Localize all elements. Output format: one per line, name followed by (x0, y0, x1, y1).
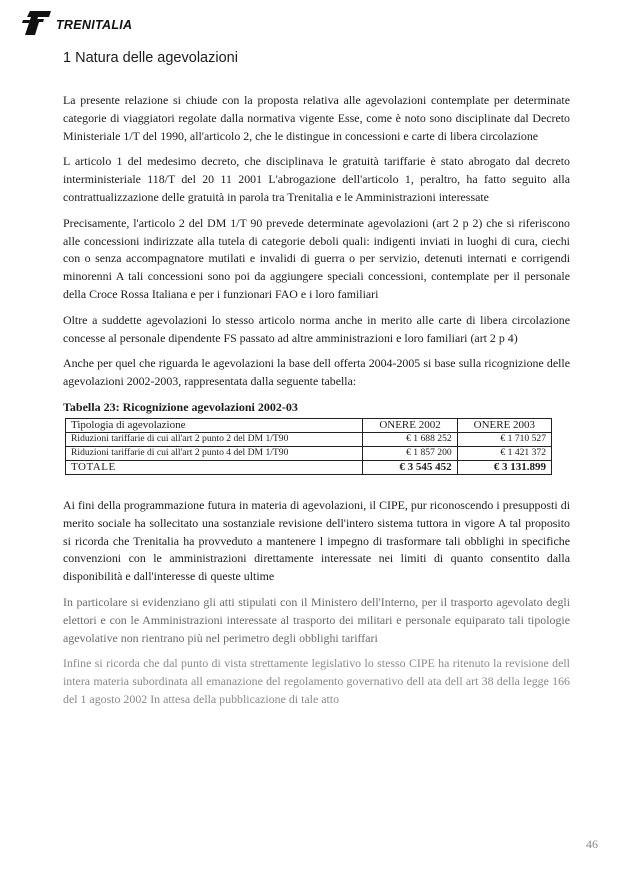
table-total-row (66, 460, 552, 474)
table-total-label: TOTALE (66, 460, 363, 474)
table-row (66, 432, 552, 446)
paragraph-agreements: In particolare si evidenziano gli atti stipulati con il Ministero dell'Interno, per il trasporto agevolato degli elettori e con le Amministrazioni interessate al trasporto dei militari e personale equiparato tali tipologie agevolative non rientrano più nel perimetro degli obblighi tariffari (63, 594, 570, 645)
table-cell-2003: € 1 710 527 (457, 432, 551, 446)
document-body (63, 92, 570, 717)
paragraph-article-1: L articolo 1 del medesimo decreto, che disciplinava le gratuità tariffarie è stato abrogato dal decreto interministeriale 118/T del 20 11 2001 L'abrogazione dell'articolo 1, peraltro, ha fatto seguito alla contrattualizzazione delle gratuità in parola tra Trenitalia e le Amministrazioni interessate (63, 154, 570, 204)
table-title: Tabella 23: Ricognizione agevolazioni 2002-03 (63, 399, 298, 414)
paragraph-offer-basis: Anche per quel che riguarda le agevolazioni la base dell offerta 2004-2005 si base sulla ricognizione delle agevolazioni 2002-2003, rappresentata dalla seguente tabella: (63, 356, 570, 389)
table-cell-type: Riduzioni tariffarie di cui all'art 2 punto 4 del DM 1/T90 (66, 446, 363, 460)
table-header-2003: ONERE 2003 (457, 418, 551, 432)
table-cell-2003: € 1 421 372 (457, 446, 551, 460)
paragraph-article-2: Precisamente, l'articolo 2 del DM 1/T 90 prevede determinate agevolazioni (art 2 p 2) che si riferiscono alle concessioni indirizzate alla tutela di categorie deboli quali: indigenti inviati in luoghi di cura, ciechi con o senza accompagnatore mutilati e invalidi di guerra o per servizio, detenuti internati e corrigendi minorenni A tali concessioni sono poi da aggiungere speciali concessioni, contemplate per il personale della Croce Rossa Italiana e per i funzionari FAO e i loro familiari (63, 215, 570, 301)
table-header-row (66, 418, 552, 432)
table-header-2002: ONERE 2002 (363, 418, 457, 432)
table-row (66, 446, 552, 460)
table-total-2003: € 3 131.899 (457, 460, 551, 474)
page-number: 46 (586, 837, 598, 851)
section-title: 1 Natura delle agevolazioni (63, 50, 238, 66)
paragraph-intro: La presente relazione si chiude con la proposta relativa alle agevolazioni contemplate per determinate categorie di viaggiatori regolate dalla normativa vigente Esse, come è noto sono disciplinate dal Decreto Ministeriale 1/T del 1990, all'articolo 2, che le distingue in concessioni e carte di libera circolazione (63, 93, 570, 143)
table-header-type: Tipologia di agevolazione (66, 418, 363, 432)
table-total-2002: € 3 545 452 (363, 460, 457, 474)
paragraph-legislation: Infine si ricorda che dal punto di vista strettamente legislativo lo stesso CIPE ha ritenuto la revisione dell intera materia subordinata all emanazione del regolamento governativo dell ata dell art 38 della legge 166 del 1 agosto 2002 In attesa della pubblicazione di tale atto (63, 656, 570, 706)
paragraph-free-passes: Oltre a suddette agevolazioni lo stesso articolo norma anche in merito alle carte di libera circolazione concesse al personale dipendente FS passato ad altre amministrazioni e loro familiari (art 2 p 4) (63, 312, 570, 345)
brand-name: TRENITALIA (56, 18, 133, 32)
agevolazioni-table (65, 418, 552, 475)
paragraph-cipe: Ai fini della programmazione futura in materia di agevolazioni, il CIPE, pur riconoscendo i presupposti di merito sociale ha sollecitato una sostanziale revisione dell'intero sistema tuttora in vigore A tal proposito si ricorda che Trenitalia ha provveduto a mantenere l impegno di trasformare tali obblighi in specifiche convenzioni con le amministrazioni direttamente interessate nei limiti di quanto consentito dalla disponibilità e dall'interesse di queste ultime (63, 497, 570, 584)
trenitalia-logo-icon (22, 9, 52, 37)
table-cell-2002: € 1 688 252 (363, 432, 457, 446)
table-cell-2002: € 1 857 200 (363, 446, 457, 460)
table-cell-type: Riduzioni tariffarie di cui all'art 2 punto 2 del DM 1/T90 (66, 432, 363, 446)
trenitalia-logo (22, 8, 132, 38)
